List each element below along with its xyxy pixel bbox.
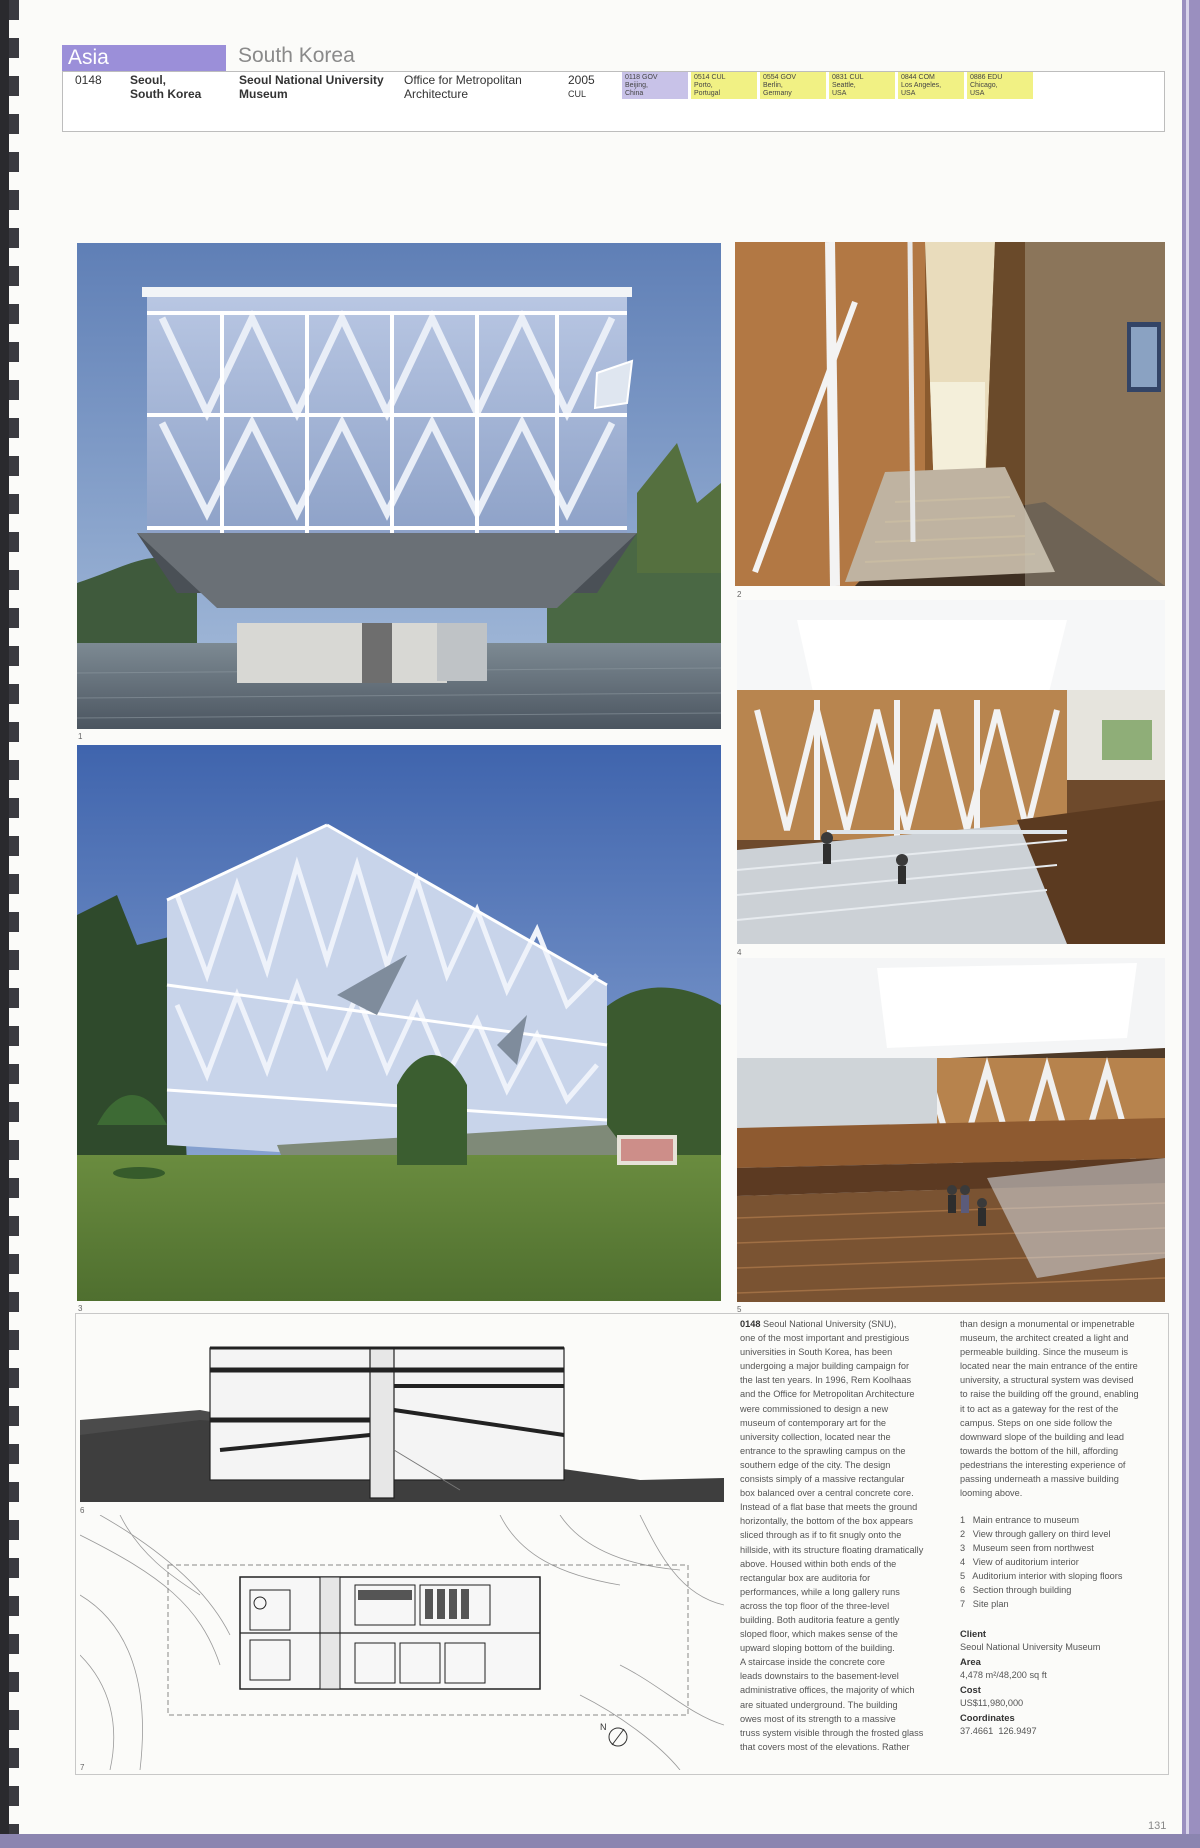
legend-item: [960, 1597, 1009, 1611]
related-city: Porto,: [694, 82, 713, 89]
client-value: Seoul National University Museum: [960, 1642, 1101, 1652]
architect-name: [404, 73, 522, 101]
legend-num: 7: [960, 1599, 966, 1609]
related-city: Seattle,: [832, 82, 856, 89]
related-city: Berlin,: [763, 82, 783, 89]
related-country: USA: [901, 90, 916, 97]
legend-num: 1: [960, 1515, 966, 1525]
body-text-col1-content: Seoul National University (SNU), one of the most important and prestigious universities in South Korea, has been undergoing a major building campaign for the last ten years. In 1996, Rem Koolhaas and the Office for Metropolitan Architecture were commissioned to design a new museum of contemporary art for the university collection, located near the entrance to the sprawling campus on the southern edge of the city. The design consists simply of a massive rectangular box balanced over a central concrete core. Instead of a flat base that meets the ground horizontally, the bottom of the box appears sliced through as if to fit snugly onto the hillside, with its structure floating dramatically above. Housed within both ends of the rectangular box are auditoria for performances, while a long gallery runs across the top floor of the three-level building. Both auditoria feature a gently sloped floor, which makes sense of the upward sloping bottom of the building. A staircase inside the concrete core leads downstairs to the basement-level administrative offices, the majority of which are situated underground. The building owes most of its strength to a massive truss system visible through the frosted glass that covers most of the elevations. Rather: [740, 1319, 924, 1752]
related-project-3[interactable]: [829, 72, 895, 99]
figure-number: 5: [737, 1305, 742, 1314]
related-project-5[interactable]: [967, 72, 1033, 99]
related-project-4[interactable]: [898, 72, 964, 99]
legend-text: Auditorium interior with sloping floors: [972, 1571, 1123, 1581]
sloping-floors-illustration: [737, 958, 1165, 1302]
architect-line2: Architecture: [404, 87, 469, 101]
legend-num: 4: [960, 1557, 966, 1567]
figure-number: 4: [737, 948, 742, 957]
related-city: Chicago,: [970, 82, 998, 89]
city: [130, 73, 201, 101]
legend-item: [960, 1555, 1079, 1569]
legend-text: View through gallery on third level: [972, 1529, 1111, 1539]
site-plan-drawing: [80, 1515, 724, 1770]
photo-gallery-third-level: [735, 242, 1165, 586]
related-code: 0886 EDU: [970, 74, 1003, 81]
region-tab: Asia: [62, 45, 226, 71]
legend-item: [960, 1541, 1094, 1555]
entry-number: 0148: [75, 73, 102, 87]
north-label: N: [600, 1722, 607, 1732]
page-edge-bottom: [0, 1834, 1200, 1848]
photo-museum-northwest: [77, 745, 721, 1301]
related-code: 0844 COM: [901, 74, 935, 81]
coordinates-label: Coordinates: [960, 1712, 1015, 1723]
client-label: Client: [960, 1628, 987, 1639]
legend-item: [960, 1569, 1122, 1583]
related-project-1[interactable]: [691, 72, 757, 99]
section-drawing: [80, 1340, 724, 1502]
project-name: [239, 73, 384, 101]
auditorium-illustration: [737, 600, 1165, 944]
legend-num: 6: [960, 1585, 966, 1595]
figure-number: 1: [78, 732, 83, 741]
area-label: Area: [960, 1656, 981, 1667]
figure-number: 7: [80, 1763, 85, 1772]
related-code: 0831 CUL: [832, 74, 864, 81]
figure-number: 6: [80, 1506, 85, 1515]
project-line2: Museum: [239, 87, 288, 101]
related-code: 0118 GOV: [625, 74, 658, 81]
city-line2: South Korea: [130, 87, 202, 101]
legend-item: [960, 1513, 1079, 1527]
legend-text: Main entrance to museum: [972, 1515, 1080, 1525]
related-code: 0514 CUL: [694, 74, 726, 81]
year: 2005: [568, 73, 595, 87]
page-edge-right: [1182, 0, 1200, 1848]
related-project-2[interactable]: [760, 72, 826, 99]
entry-label: 0148: [740, 1319, 761, 1329]
related-country: Portugal: [694, 90, 721, 97]
photo-auditorium-interior: [737, 600, 1165, 944]
cost-label: Cost: [960, 1684, 981, 1695]
coordinates-value: 37.4661 126.9497: [960, 1726, 1037, 1736]
gallery-illustration: [735, 242, 1165, 586]
legend-text: Section through building: [972, 1585, 1072, 1595]
drawing-site-plan: [80, 1515, 724, 1770]
body-text-col1: [740, 1317, 990, 1754]
related-country: Germany: [763, 90, 792, 97]
body-text-col2: than design a monumental or impenetrable museum, the architect created a light and permeable building. Since the museum is located near the main entrance of the entire university, a structural system was devised to raise the building off the ground, enabling it to act as a gateway for the rest of the campus. Steps on one side follow the downward slope of the building and lead towards the bottom of the hill, affording pedestrians the interesting experience of passing underneath a massive building looming above.: [960, 1319, 1139, 1499]
legend-text: View of auditorium interior: [972, 1557, 1079, 1567]
category: CUL: [568, 89, 587, 99]
city-line1: Seoul,: [130, 73, 167, 87]
legend-text: Site plan: [972, 1599, 1009, 1609]
figure-number: 3: [78, 1304, 83, 1313]
legend-num: 2: [960, 1529, 966, 1539]
legend-num: 5: [960, 1571, 966, 1581]
legend-item: [960, 1527, 1111, 1541]
legend-num: 3: [960, 1543, 966, 1553]
northwest-illustration: [77, 745, 721, 1301]
related-city: Los Angeles,: [901, 82, 942, 89]
legend-item: [960, 1583, 1071, 1597]
architect-line1: Office for Metropolitan: [404, 73, 522, 87]
related-country: USA: [970, 90, 985, 97]
cost-value: US$11,980,000: [960, 1698, 1024, 1708]
project-line1: Seoul National University: [239, 73, 384, 87]
related-country: China: [625, 90, 644, 97]
country-title: South Korea: [238, 44, 355, 67]
related-city: Beijing,: [625, 82, 648, 89]
related-country: USA: [832, 90, 847, 97]
figure-number: 2: [737, 590, 742, 599]
photo-main-entrance: [77, 243, 721, 729]
main-entrance-illustration: [77, 243, 721, 729]
legend-text: Museum seen from northwest: [972, 1543, 1094, 1553]
photo-auditorium-sloping-floors: [737, 958, 1165, 1302]
area-value: 4,478 m²/48,200 sq ft: [960, 1670, 1047, 1680]
related-code: 0554 GOV: [763, 74, 797, 81]
year-category: [568, 73, 595, 101]
page-number: 131: [1148, 1820, 1167, 1832]
related-project-0[interactable]: [622, 72, 688, 99]
drawing-section: [80, 1340, 724, 1502]
